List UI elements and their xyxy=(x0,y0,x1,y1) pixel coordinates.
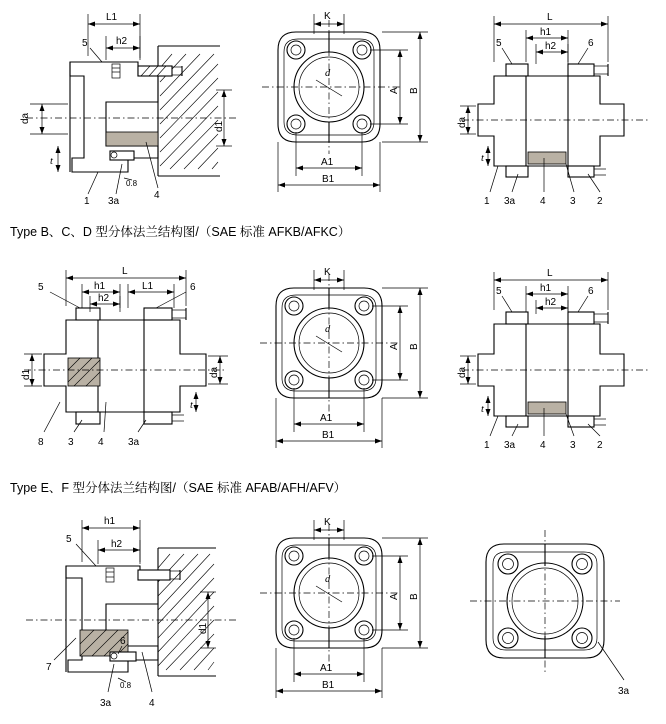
svg-text:d1: d1 xyxy=(214,120,225,132)
svg-text:0.8: 0.8 xyxy=(120,681,132,690)
svg-text:K: K xyxy=(324,267,331,278)
svg-text:A: A xyxy=(389,593,400,600)
svg-text:K: K xyxy=(324,517,331,528)
svg-text:L: L xyxy=(122,266,128,277)
svg-text:5: 5 xyxy=(496,286,502,297)
svg-text:4: 4 xyxy=(98,437,104,448)
svg-text:3a: 3a xyxy=(504,440,516,451)
svg-text:L: L xyxy=(547,12,553,23)
svg-text:d1: d1 xyxy=(198,622,209,634)
svg-text:6: 6 xyxy=(588,38,594,49)
svg-text:L1: L1 xyxy=(106,12,118,23)
svg-text:4: 4 xyxy=(149,698,155,709)
svg-text:2: 2 xyxy=(597,196,603,207)
svg-text:3: 3 xyxy=(68,437,74,448)
svg-text:A: A xyxy=(389,87,400,94)
svg-text:h1: h1 xyxy=(540,27,552,38)
svg-text:da: da xyxy=(457,116,468,128)
svg-text:B1: B1 xyxy=(322,430,335,441)
svg-text:A1: A1 xyxy=(321,157,334,168)
svg-text:6: 6 xyxy=(190,282,196,293)
svg-text:B1: B1 xyxy=(322,680,335,691)
svg-text:K: K xyxy=(324,11,331,22)
svg-text:1: 1 xyxy=(484,440,490,451)
caption-ef: Type E、F 型分体法兰结构图/（SAE 标准 AFAB/AFH/AFV） xyxy=(10,481,347,495)
svg-text:t: t xyxy=(50,156,53,167)
svg-text:B: B xyxy=(409,343,420,350)
svg-text:3a: 3a xyxy=(108,196,120,207)
svg-text:h1: h1 xyxy=(94,281,106,292)
svg-text:3a: 3a xyxy=(618,686,630,697)
panel-r3-center xyxy=(248,512,438,717)
svg-text:t: t xyxy=(481,153,484,164)
svg-text:L: L xyxy=(547,268,553,279)
svg-text:A1: A1 xyxy=(320,413,333,424)
svg-text:L1: L1 xyxy=(142,281,154,292)
svg-text:6: 6 xyxy=(120,636,126,647)
svg-text:d: d xyxy=(325,574,331,585)
svg-text:1: 1 xyxy=(484,196,490,207)
panel-r2-left xyxy=(10,262,240,462)
panel-r1-center xyxy=(248,6,438,211)
svg-text:h2: h2 xyxy=(111,539,123,550)
svg-text:da: da xyxy=(457,366,468,378)
svg-text:5: 5 xyxy=(82,38,88,49)
svg-text:2: 2 xyxy=(597,440,603,451)
svg-text:1: 1 xyxy=(84,196,90,207)
panel-r3-right xyxy=(448,512,663,717)
svg-text:d: d xyxy=(325,324,331,335)
svg-text:3: 3 xyxy=(570,440,576,451)
svg-text:d: d xyxy=(325,68,331,79)
svg-text:5: 5 xyxy=(496,38,502,49)
svg-text:h2: h2 xyxy=(98,293,110,304)
svg-text:h2: h2 xyxy=(545,41,557,52)
svg-text:A: A xyxy=(389,343,400,350)
svg-text:8: 8 xyxy=(38,437,44,448)
svg-text:4: 4 xyxy=(540,196,546,207)
svg-text:h1: h1 xyxy=(540,283,552,294)
panel-r3-left xyxy=(10,512,240,717)
panel-r1-right xyxy=(448,6,663,211)
svg-text:h1: h1 xyxy=(104,516,116,527)
panel-r2-right xyxy=(448,262,663,462)
svg-text:3a: 3a xyxy=(128,437,140,448)
svg-text:3: 3 xyxy=(570,196,576,207)
svg-text:0.8: 0.8 xyxy=(126,179,138,188)
panel-r1-left xyxy=(10,6,240,211)
caption-bcd: Type B、C、D 型分体法兰结构图/（SAE 标准 AFKB/AFKC） xyxy=(10,225,351,239)
svg-text:5: 5 xyxy=(66,534,72,545)
svg-text:h2: h2 xyxy=(116,36,128,47)
svg-text:da: da xyxy=(209,366,220,378)
svg-text:3a: 3a xyxy=(100,698,112,709)
svg-text:h2: h2 xyxy=(545,297,557,308)
svg-text:5: 5 xyxy=(38,282,44,293)
svg-text:3a: 3a xyxy=(504,196,516,207)
svg-text:4: 4 xyxy=(540,440,546,451)
svg-text:B: B xyxy=(409,87,420,94)
svg-text:6: 6 xyxy=(588,286,594,297)
svg-text:4: 4 xyxy=(154,190,160,201)
svg-text:B: B xyxy=(409,593,420,600)
svg-text:B1: B1 xyxy=(322,174,335,185)
svg-text:A1: A1 xyxy=(320,663,333,674)
svg-text:t: t xyxy=(481,404,484,415)
svg-text:da: da xyxy=(20,112,31,124)
panel-r2-center xyxy=(248,262,438,462)
svg-text:d1: d1 xyxy=(21,368,32,380)
svg-text:t: t xyxy=(190,400,193,411)
svg-text:7: 7 xyxy=(46,662,52,673)
